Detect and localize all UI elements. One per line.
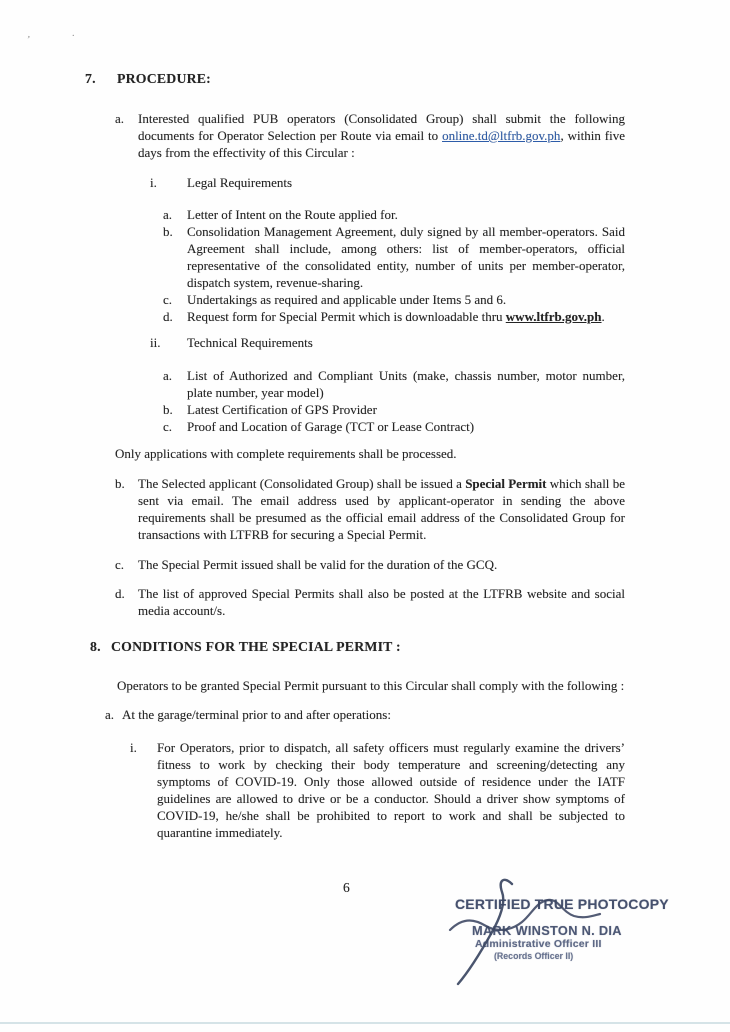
document-body — [85, 70, 625, 841]
section-8-heading — [90, 638, 625, 655]
list-item-text: At the garage/terminal prior to and after operations: — [122, 707, 391, 722]
paragraph-text: Request form for Special Permit which is downloadable thru — [187, 309, 506, 324]
sublist-title: Technical Requirements — [187, 335, 313, 350]
page-number: 6 — [343, 880, 350, 895]
note-complete-requirements: Only applications with complete requirements shall be processed. — [115, 446, 457, 461]
list-marker: b. — [163, 224, 173, 239]
list-item — [163, 367, 625, 401]
scan-artifact-mark: . — [72, 28, 75, 39]
emphasized-text: Special Permit — [465, 476, 547, 491]
list-marker: d. — [115, 586, 125, 601]
section-7-title: PROCEDURE: — [117, 71, 211, 86]
stamp-officer-title: Administrative Officer III — [475, 938, 602, 950]
section-8-title: CONDITIONS FOR THE SPECIAL PERMIT : — [111, 639, 401, 654]
section-8-number: 8. — [90, 639, 101, 654]
sublist-item-8ai — [130, 739, 625, 841]
list-marker: i. — [130, 740, 137, 755]
section-7-number: 7. — [85, 71, 96, 86]
list-item-text — [138, 475, 625, 543]
certification-stamp — [420, 870, 670, 1010]
paragraph-text: The Selected applicant (Consolidated Group) shall be issued a — [138, 476, 466, 491]
legal-requirements-list — [163, 206, 625, 325]
list-marker: a. — [105, 707, 115, 722]
list-item-text: Letter of Intent on the Route applied for. — [187, 207, 398, 222]
list-item — [163, 401, 625, 418]
list-item-7d — [115, 585, 625, 619]
list-item-8a — [105, 706, 625, 723]
list-item-text — [138, 110, 625, 161]
list-item-text: Latest Certification of GPS Provider — [187, 402, 377, 417]
stamp-officer-name: MARK WINSTON N. DIA — [472, 923, 622, 938]
list-item-text: Proof and Location of Garage (TCT or Lease Contract) — [187, 419, 475, 434]
list-item-text: List of Authorized and Compliant Units (make, chassis number, motor number, plate number, year model) — [187, 368, 625, 400]
list-item-text — [187, 308, 625, 325]
list-item — [163, 291, 625, 308]
list-item-text: For Operators, prior to dispatch, all safety officers must regularly examine the drivers’ fitness to work by checking their body temperature and screening/detecting any symptoms of COVID-19. Only those allowed outside of residence under the IATF guidelines are allowed to drive or be a conductor. Should a driver show symptoms of COVID-19, he/she shall be prohibited to report to work and shall be subjected to quarantine immediately. — [157, 740, 625, 840]
list-item — [163, 308, 625, 325]
list-marker: d. — [163, 309, 173, 324]
section-8-intro: Operators to be granted Special Permit pursuant to this Circular shall comply with the following : — [117, 678, 625, 693]
list-item-text: The Special Permit issued shall be valid for the duration of the GCQ. — [138, 557, 498, 572]
scan-artifact-mark: , — [27, 28, 32, 41]
section-7-heading — [85, 70, 625, 87]
list-marker: c. — [163, 292, 173, 307]
sublist-item-ii — [150, 334, 625, 351]
paragraph-text: Interested qualified PUB operators (Consolidated Group) shall submit the following documents for Operator Selection per Route via email to — [138, 111, 625, 143]
list-item-text: The list of approved Special Permits shall also be posted at the LTFRB website and social media account/s. — [138, 586, 625, 618]
list-marker: c. — [115, 557, 125, 572]
sublist-item-i — [150, 174, 625, 191]
list-item-7a — [115, 110, 625, 161]
list-marker: a. — [163, 368, 173, 383]
signature-ink — [420, 870, 630, 1010]
sublist-title: Legal Requirements — [187, 175, 293, 190]
list-marker: b. — [115, 476, 125, 491]
list-marker: a. — [163, 207, 173, 222]
website-link: www.ltfrb.gov.ph — [505, 309, 602, 324]
list-marker: c. — [163, 419, 173, 434]
list-marker: ii. — [150, 335, 161, 350]
stamp-officer-subtitle: (Records Officer II) — [494, 951, 574, 961]
email-link: online.td@ltfrb.gov.ph — [442, 128, 561, 143]
list-item-7b — [115, 475, 625, 543]
technical-requirements-list — [163, 367, 625, 435]
paragraph-text: . — [601, 309, 605, 324]
list-item-text: Consolidation Management Agreement, duly signed by all member-operators. Said Agreement shall include, among others: list of member-operators, official representative of the consolidated entity, number of units per member-operator, dispatch system, revenue-sharing. — [187, 224, 625, 290]
list-marker: a. — [115, 111, 125, 126]
scan-edge-line — [0, 1022, 730, 1024]
list-item — [163, 223, 625, 291]
stamp-certified-text: CERTIFIED TRUE PHOTOCOPY — [455, 896, 669, 912]
list-item — [163, 206, 625, 223]
paragraph-text: which shall be sent via email. The email address used by applicant-operator in sending the above requirements shall be presumed as the official email address of the Consolidated Group for transactions with LTFRB for securing a Special Permit. — [138, 476, 625, 542]
list-marker: i. — [150, 175, 157, 190]
list-item-7c — [115, 556, 625, 573]
list-marker: b. — [163, 402, 173, 417]
paragraph-text: , within five days from the effectivity of this Circular : — [138, 128, 626, 160]
list-item-text: Undertakings as required and applicable under Items 5 and 6. — [187, 292, 507, 307]
list-item — [163, 418, 625, 435]
